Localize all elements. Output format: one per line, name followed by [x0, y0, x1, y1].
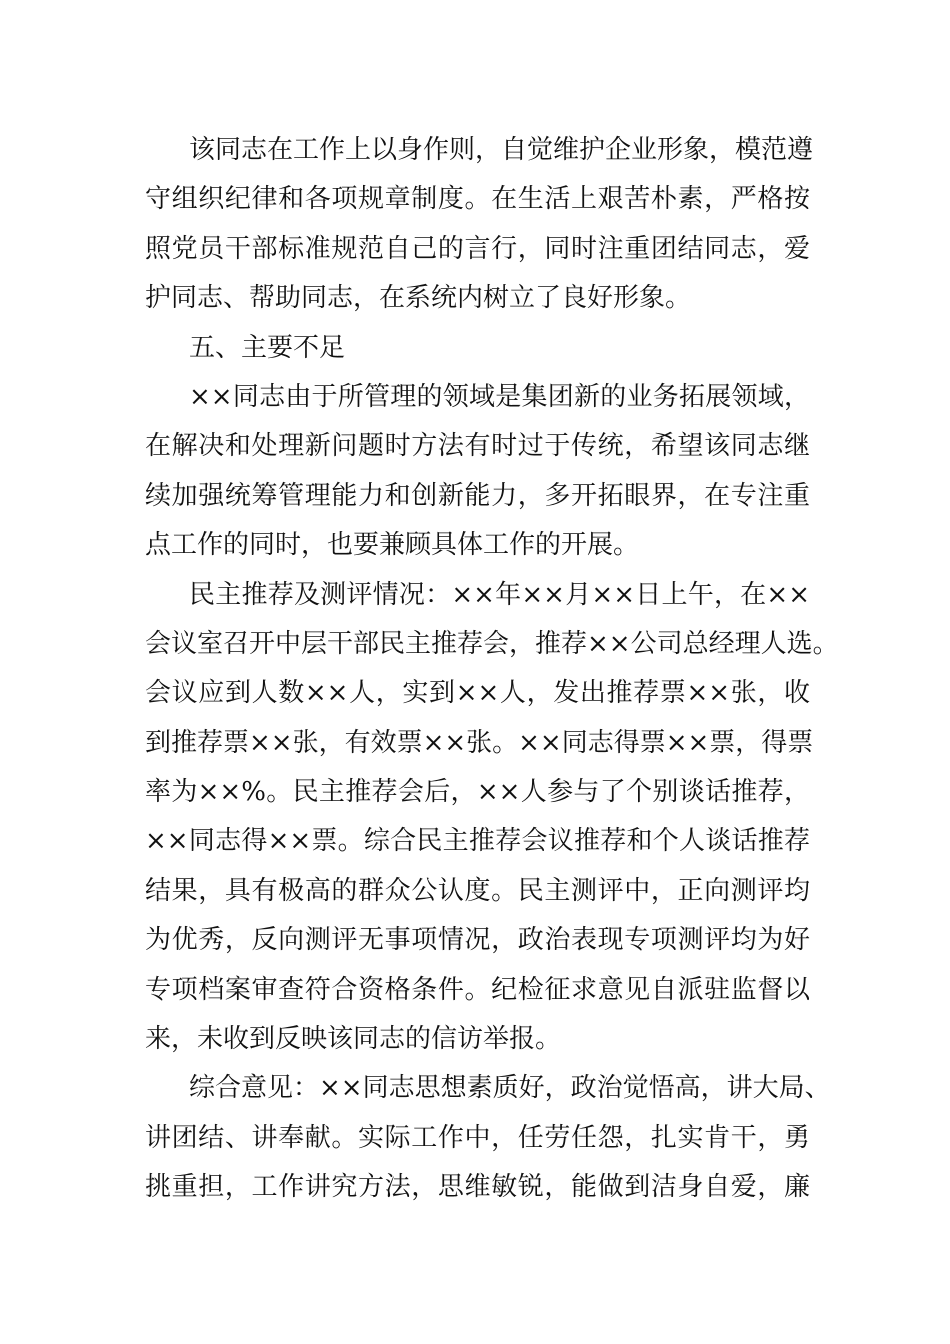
text-line: 在解决和处理新问题时方法有时过于传统，希望该同志继: [145, 431, 810, 462]
text-line: 专项档案审查符合资格条件。纪检征求意见自派驻监督以: [145, 974, 810, 1005]
text-line: 挑重担，工作讲究方法，思维敏锐，能做到洁身自爱，廉: [145, 1172, 810, 1203]
text-line: ××同志得××票。综合民主推荐会议推荐和个人谈话推荐: [145, 826, 810, 857]
text-line: 为优秀，反向测评无事项情况，政治表现专项测评均为好: [145, 925, 810, 956]
text-line: 照党员干部标准规范自己的言行，同时注重团结同志，爱: [145, 233, 810, 264]
paragraph-conduct: [145, 126, 814, 324]
text-line: 续加强统筹管理能力和创新能力，多开拓眼界，在专注重: [145, 480, 810, 511]
text-line: 到推荐票××张，有效票××张。××同志得票××票，得票: [145, 727, 814, 758]
section-heading-shortcomings: [145, 324, 810, 373]
text-line: 会议应到人数××人，实到××人，发出推荐票××张，收: [145, 678, 810, 709]
text-line: ××同志由于所管理的领域是集团新的业务拓展领域，: [189, 381, 810, 412]
section-heading: 五、主要不足: [189, 332, 346, 363]
text-line: 会议室召开中层干部民主推荐会，推荐××公司总经理人选。: [145, 628, 839, 659]
text-line: 护同志、帮助同志，在系统内树立了良好形象。: [145, 283, 692, 314]
text-line: 结果，具有极高的群众公认度。民主测评中，正向测评均: [145, 875, 810, 906]
text-line: 该同志在工作上以身作则，自觉维护企业形象，模范遵: [189, 135, 814, 165]
paragraph-overall-opinion: [145, 1064, 831, 1212]
paragraph-shortcomings: [145, 373, 810, 571]
text-line: 点工作的同时，也要兼顾具体工作的开展。: [145, 530, 640, 561]
text-line: 民主推荐及测评情况：××年××月××日上午，在××: [189, 579, 810, 610]
text-line: 综合意见：××同志思想素质好，政治觉悟高，讲大局、: [189, 1073, 831, 1104]
paragraph-recommendation-evaluation: [145, 571, 839, 1065]
document-body: [145, 126, 839, 1213]
text-line: 守组织纪律和各项规章制度。在生活上艰苦朴素，严格按: [145, 184, 810, 215]
text-line: 讲团结、讲奉献。实际工作中，任劳任怨，扎实肯干，勇: [145, 1122, 810, 1153]
text-line: 来，未收到反映该同志的信访举报。: [145, 1024, 562, 1055]
text-line: 率为××%。民主推荐会后，××人参与了个别谈话推荐，: [145, 777, 810, 808]
